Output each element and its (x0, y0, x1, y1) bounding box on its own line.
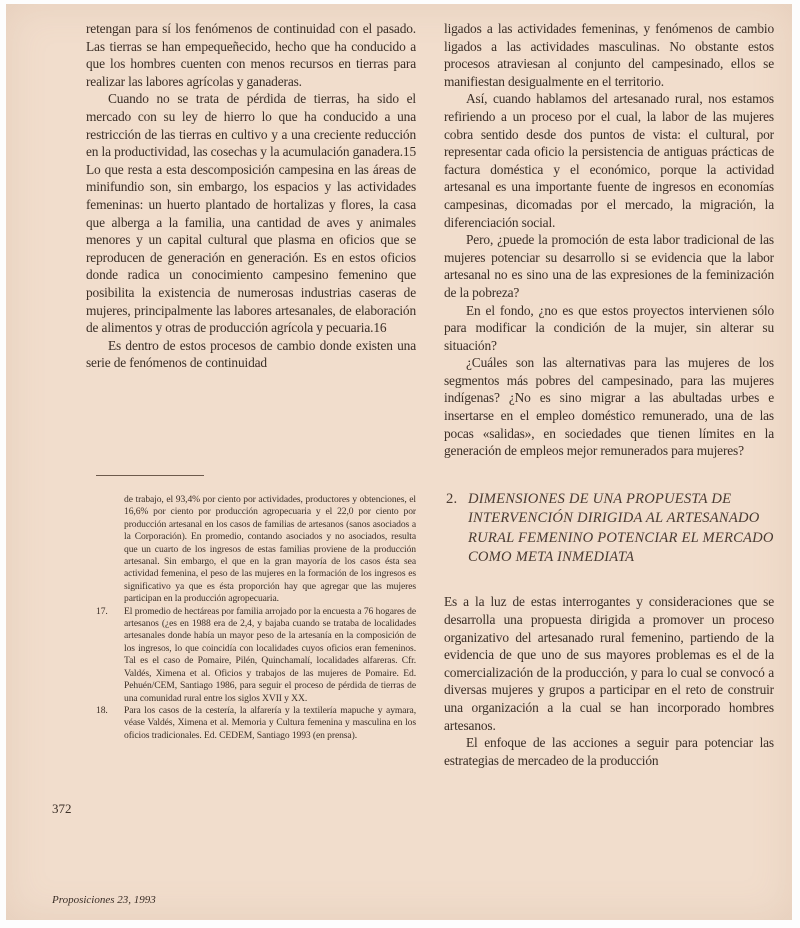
section-heading-number: 2. (446, 490, 458, 507)
right-paragraph-6: Es a la luz de estas interrogantes y consideraciones que se desarrolla una propuesta dirigida a promover un proceso organizativo del artesanado rural femenino, partiendo de la evidencia de que uno de sus mayores problemas es el de la comercialización de la producción, y para lo cual se convocó a diversas mujeres y grupos a participar en el reto de construir una organización a la cual se han incorporado hombres artesanos. (444, 594, 774, 733)
section-heading (444, 490, 774, 568)
right-paragraph-4: En el fondo, ¿no es que estos proyectos intervienen sólo para modificar la condición de la mujer, sin alterar su situación? (444, 302, 774, 353)
footnote-18-number: 18. (96, 704, 108, 716)
right-column (444, 20, 774, 769)
journal-footer: Proposiciones 23, 1993 (52, 894, 156, 906)
footnote-17 (86, 606, 416, 705)
right-paragraph-3: Pero, ¿puede la promoción de esta labor tradicional de las mujeres potenciar su desarrollo si se evidencia que la labor artesanal no es sino una de las expresiones de la feminización de la pobreza? (444, 232, 774, 300)
right-paragraph-7: El enfoque de las acciones a seguir para potenciar las estrategias de mercadeo de la producción (444, 735, 774, 768)
left-column (86, 20, 416, 372)
book-page (6, 4, 792, 920)
footnote-18 (86, 705, 416, 742)
footnote-18-text: Para los casos de la cestería, la alfarería y la textilería mapuche y aymara, véase Valdés, Ximena et al. Memoria y Cultura femenina y masculina en los oficios tradicionales. Ed. CEDEM, Santiago 1993 (en prensa). (124, 704, 416, 741)
left-paragraph-2: Cuando no se trata de pérdida de tierras, ha sido el mercado con su ley de hierro lo que ha conducido a una restricción de las tierras en cultivo y a una creciente reducción en la productividad, las cosechas y la acumulación ganadera.15 Lo que resta a esta descomposición campesina en las áreas de minifundio son, sin embargo, los espacios y las actividades femeninas: un huerto plantado de hortalizas y flores, la casa que alberga a la familia, una cantidad de aves y animales menores y un capital cultural que plasma en oficios que se reproducen de generación en generación. Es en estos oficios donde radica un conocimiento campesino femenino que posibilita la existencia de numerosas industrias caseras de mujeres, principalmente las labores artesanales, de elaboración de alimentos y otras de producción agrícola y pecuaria.16 (86, 91, 416, 336)
footnote-16-continued: de trabajo, el 93,4% por ciento por actividades, productores y obtenciones, el 16,6% por ciento por producción agropecuaria y el 22,0 por ciento por producción artesanal en los casos de familias de artesanos (sanos asociados a la Corporación). En promedio, contando asociados y no asociados, resulta que un cuarto de los ingresos de estas familias proviene de la producción artesanal. Sin embargo, el que en la gran mayoría de los casos ésta sea actividad femenina, el peso de las mujeres en la formación de los ingresos es significativo ya que es ésta proporción hay que agregar que las mujeres participan en la producción agropecuaria. (124, 494, 416, 605)
footnotes (86, 494, 416, 742)
left-paragraph-1: retengan para sí los fenómenos de continuidad con el pasado. Las tierras se han empequeñecido, hecho que ha conducido a que los hombres cuenten con menos recursos en tierras para realizar las labores agrícolas y ganaderas. (86, 21, 416, 89)
footnote-divider (96, 475, 204, 476)
footnote-17-number: 17. (96, 605, 108, 617)
right-paragraph-2: Así, cuando hablamos del artesanado rural, nos estamos refiriendo a un proceso por el cual, la labor de las mujeres cobra sentido desde dos puntos de vista: el cultural, por representar cada oficio la persistencia de antiguas prácticas de factura doméstica y el económico, porque la actividad artesanal es una importante fuente de ingresos en economías campesinas, dicomadas por el mercado, la migración, la diferenciación social. (444, 91, 774, 230)
page-number: 372 (52, 801, 72, 816)
right-paragraph-5: ¿Cuáles son las alternativas para las mujeres de los segmentos más pobres del campesinado, para las mujeres indígenas? ¿No es sino migrar a las abultadas urbes e insertarse en el empleo doméstico remunerado, una de las pocas «salidas», en sociedades que tienen límites en la generación de empleos mejor remunerados para mujeres? (444, 355, 774, 459)
footnote-17-text: El promedio de hectáreas por familia arrojado por la encuesta a 76 hogares de artesanos (¿es en 1988 era de 2,4, y bajaba cuando se trataba de localidades artesanales donde había un mayor peso de la artesanía en la composición de los ingresos, lo que coincidía con localidades cuyos oficios eran femeninos. Tal es el caso de Pomaire, Pilén, Quinchamalí, localidades alfareras. Cfr. Valdés, Ximena et al. Oficios y trabajos de las mujeres de Pomaire. Ed. Pehuén/CEM, Santiago 1986, para seguir el proceso de pérdida de tierras de una comunidad rural entre los siglos XVII y XX. (124, 605, 416, 704)
section-heading-text: DIMENSIONES DE UNA PROPUESTA DE INTERVENCIÓN DIRIGIDA AL ARTESANADO RURAL FEMENINO POTENCIAR EL MERCADO COMO META INMEDIATA (468, 490, 774, 566)
left-paragraph-3: Es dentro de estos procesos de cambio donde existen una serie de fenómenos de continuidad (86, 337, 416, 371)
right-paragraph-1: ligados a las actividades femeninas, y fenómenos de cambio ligados a las actividades masculinas. No obstante estos procesos atraviesan al conjunto del campesinado, ellos se manifiestan desigualmente en el territorio. (444, 21, 774, 89)
